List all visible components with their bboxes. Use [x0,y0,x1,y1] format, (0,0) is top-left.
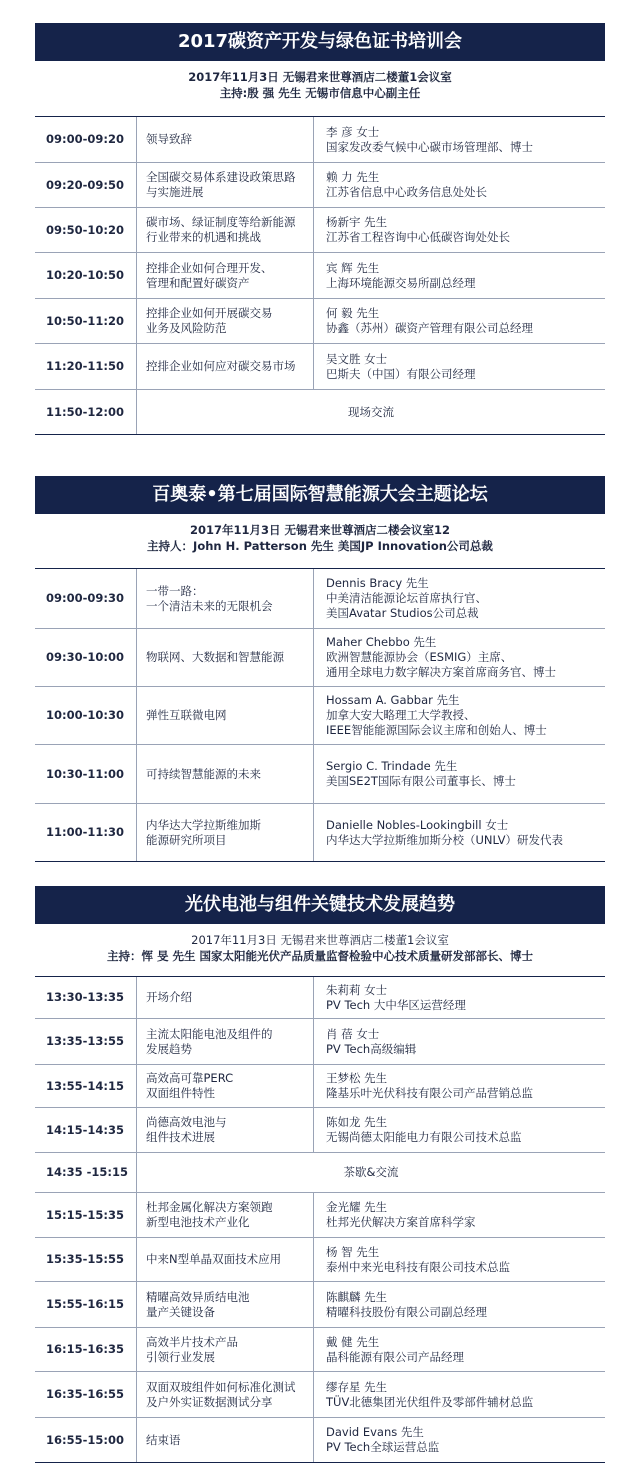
schedule-row [35,1328,605,1372]
text-line: 尚德高效电池与 [146,1115,227,1129]
text-line: 李 彦 女士 [326,124,380,139]
break-activity: 现场交流 [348,404,394,419]
text-line: 杨 智 先生 [326,1244,380,1259]
speaker-info [314,1019,605,1064]
text-line: 协鑫（苏州）碳资产管理有限公司总经理 [326,321,533,335]
speaker-info [314,1108,605,1152]
text-line: 泰州中来光电科技有限公司技术总监 [326,1259,510,1274]
time-slot: 14:15-14:35 [35,1108,137,1152]
schedule-row [35,804,605,861]
speaker-info [314,1418,605,1462]
text-line: 美国Avatar Studios公司总裁 [326,606,479,620]
schedule-row [35,253,605,299]
text-line: 欧洲智慧能源协会（ESMIG）主席、 [326,650,513,664]
section-title-banner: 2017碳资产开发与绿色证书培训会 [35,23,605,61]
speaker-info [314,1372,605,1417]
schedule-row [35,299,605,344]
text-line: 管理和配置好碳资产 [146,275,250,290]
text-line: 结束语 [146,1432,181,1447]
time-slot: 13:35-13:55 [35,1019,137,1064]
text-line: 晶科能源有限公司产品经理 [326,1349,464,1364]
text-line: Maher Chebbo 先生 [326,635,437,649]
schedule-table [35,976,605,1463]
talk-topic [137,208,314,252]
text-line: 戴 健 先生 [326,1334,380,1349]
schedule-row [35,745,605,804]
speaker-info [314,299,605,343]
text-line: 金光耀 先生 [326,1200,388,1214]
speaker-info [314,1282,605,1327]
speaker-info [314,569,605,628]
talk-topic [137,1193,314,1237]
text-line: 加拿大安大略理工大学教授、 [326,708,476,722]
speaker-info [314,344,605,389]
schedule-table [35,568,605,862]
text-line: 弹性互联微电网 [146,708,227,722]
time-slot: 15:35-15:55 [35,1238,137,1281]
session-date-venue: 2017年11月3日 无锡君来世尊酒店二楼会议室12 [189,523,451,537]
time-slot: 11:00-11:30 [35,804,137,861]
text-line: 江苏省信息中心政务信息处处长 [326,185,487,199]
session-host: 主持人：John H. Patterson 先生 美国JP Innovation公司总裁 [147,539,493,553]
section-title-banner: 光伏电池与组件关键技术发展趋势 [35,886,605,924]
text-line: 缪存星 先生 [326,1379,388,1394]
speaker-info [314,687,605,744]
schedule-row [35,1282,605,1328]
text-line: 肖 蓓 女士 [326,1026,380,1041]
text-line: 何 毅 先生 [326,306,380,320]
schedule-row [35,629,605,687]
text-line: 双面双玻组件如何标准化测试 [146,1379,296,1394]
text-line: 开场介绍 [146,990,192,1004]
schedule-row [35,1019,605,1065]
text-line: 引领行业发展 [146,1349,215,1364]
talk-topic [137,1282,314,1327]
text-line: Dennis Bracy 先生 [326,576,429,590]
text-line: 内华达大学拉斯维加斯 [146,817,261,832]
text-line: 可持续智慧能源的未来 [146,766,261,781]
text-line: 与实施进展 [146,185,204,199]
time-slot: 13:55-14:15 [35,1065,137,1107]
text-line: 江苏省工程咨询中心低碳咨询处处长 [326,230,510,244]
schedule-row [35,1153,605,1193]
text-line: Danielle Nobles-Lookingbill 女士 [326,817,509,832]
session-date-venue: 2017年11月3日 无锡君来世尊酒店二楼董1会议室 [191,933,449,947]
text-line: David Evans 先生 [326,1425,424,1439]
session-date-venue: 2017年11月3日 无锡君来世尊酒店二楼董1会议室 [188,70,452,84]
talk-topic [137,1108,314,1152]
talk-topic [137,687,314,744]
text-line: 王梦松 先生 [326,1071,388,1085]
text-line: 杜邦金属化解决方案领跑 [146,1200,273,1214]
text-line: 国家发改委气候中心碳市场管理部、博士 [326,139,533,154]
text-line: 朱莉莉 女士 [326,982,388,997]
text-line: 一带一路： [146,583,204,598]
text-line: 组件技术进展 [146,1130,215,1144]
talk-topic [137,977,314,1018]
schedule-row [35,1193,605,1238]
speaker-info [314,804,605,861]
text-line: 杨新宇 先生 [326,215,388,229]
talk-topic [137,629,314,686]
time-slot: 16:55-15:00 [35,1418,137,1462]
text-line: 内华达大学拉斯维加斯分校（UNLV）研发代表 [326,832,564,847]
text-line: 陈如龙 先生 [326,1115,388,1129]
text-line: 碳市场、绿证制度等给新能源 [146,215,296,229]
text-line: 领导致辞 [146,132,192,146]
time-slot: 14:35 -15:15 [35,1153,137,1192]
text-line: 中美清洁能源论坛首席执行官、 [326,591,487,605]
schedule-row [35,208,605,253]
text-line: 吴文胜 女士 [326,351,388,366]
time-slot: 10:00-10:30 [35,687,137,744]
talk-topic [137,1328,314,1371]
speaker-info [314,1328,605,1371]
text-line: 精曜科技股份有限公司副总经理 [326,1304,487,1319]
text-line: 双面组件特性 [146,1086,215,1100]
text-line: 美国SE2T国际有限公司董事长、博士 [326,774,516,788]
text-line: 杜邦光伏解决方案首席科学家 [326,1215,476,1229]
schedule-row [35,163,605,208]
time-slot: 11:50-12:00 [35,390,137,434]
schedule-row [35,687,605,745]
schedule-row [35,344,605,390]
text-line: 发展趋势 [146,1041,192,1056]
time-slot: 16:15-16:35 [35,1328,137,1371]
text-line: 能源研究所项目 [146,832,227,847]
schedule-row [35,1418,605,1462]
text-line: 通用全球电力数字解决方案首席商务官、博士 [326,665,556,679]
talk-topic [137,804,314,861]
text-line: 全国碳交易体系建设政策思路 [146,170,296,184]
schedule-row [35,117,605,163]
schedule-row [35,1372,605,1418]
speaker-info [314,629,605,686]
text-line: 无锡尚德太阳能电力有限公司技术总监 [326,1130,522,1144]
text-line: PV Tech全球运营总监 [326,1440,440,1454]
text-line: 上海环境能源交易所副总经理 [326,275,476,290]
talk-topic [137,344,314,389]
text-line: 陈麒麟 先生 [326,1289,388,1304]
session-host: 主持:殷 强 先生 无锡市信息中心副主任 [219,86,421,100]
talk-topic [137,569,314,628]
schedule-row [35,569,605,629]
time-slot: 09:00-09:20 [35,117,137,162]
text-line: 高效半片技术产品 [146,1334,238,1349]
time-slot: 15:15-15:35 [35,1193,137,1237]
section-title-banner: 百奥泰•第七届国际智慧能源大会主题论坛 [35,476,605,514]
time-slot: 13:30-13:35 [35,977,137,1018]
text-line: 行业带来的机遇和挑战 [146,230,261,244]
talk-topic [137,117,314,162]
text-line: 控排企业如何开展碳交易 [146,306,273,320]
schedule-row [35,390,605,434]
text-line: 新型电池技术产业化 [146,1215,250,1229]
text-line: 一个清洁未来的无限机会 [146,598,273,613]
text-line: PV Tech高级编辑 [326,1041,417,1056]
schedule-row [35,1108,605,1153]
speaker-info [314,208,605,252]
time-slot: 16:35-16:55 [35,1372,137,1417]
text-line: 控排企业如何应对碳交易市场 [146,359,296,373]
text-line: Sergio C. Trindade 先生 [326,759,458,773]
text-line: 业务及风险防范 [146,321,227,335]
break-activity: 茶歇&交流 [343,1165,399,1179]
text-line: TÜV北德集团光伏组件及零部件辅材总监 [326,1394,534,1409]
talk-topic [137,1019,314,1064]
time-slot: 09:00-09:30 [35,569,137,628]
talk-topic [137,163,314,207]
speaker-info [314,977,605,1018]
text-line: PV Tech 大中华区运营经理 [326,997,466,1012]
speaker-info [314,117,605,162]
text-line: 精曜高效异质结电池 [146,1289,250,1304]
text-line: 物联网、大数据和智慧能源 [146,650,284,664]
speaker-info [314,253,605,298]
time-slot: 10:50-11:20 [35,299,137,343]
time-slot: 09:30-10:00 [35,629,137,686]
schedule-table [35,116,605,435]
talk-topic [137,299,314,343]
time-slot: 09:50-10:20 [35,208,137,252]
time-slot: 10:20-10:50 [35,253,137,298]
speaker-info [314,163,605,207]
text-line: 宾 辉 先生 [326,260,380,275]
text-line: 主流太阳能电池及组件的 [146,1026,273,1041]
talk-topic [137,1238,314,1281]
speaker-info [314,745,605,803]
session-host: 主持：恽 旻 先生 国家太阳能光伏产品质量监督检验中心技术质量研发部部长、博士 [106,949,533,963]
talk-topic [137,745,314,803]
text-line: 及户外实证数据测试分享 [146,1394,273,1409]
speaker-info [314,1238,605,1281]
time-slot: 11:20-11:50 [35,344,137,389]
text-line: IEEE智能能源国际会议主席和创始人、博士 [326,723,547,737]
text-line: 高效高可靠PERC [146,1071,234,1085]
talk-topic [137,253,314,298]
talk-topic [137,1065,314,1107]
schedule-row [35,977,605,1019]
text-line: Hossam A. Gabbar 先生 [326,693,460,707]
time-slot: 15:55-16:15 [35,1282,137,1327]
time-slot: 10:30-11:00 [35,745,137,803]
talk-topic [137,1372,314,1417]
schedule-row [35,1238,605,1282]
text-line: 赖 力 先生 [326,170,380,184]
text-line: 隆基乐叶光伏科技有限公司产品营销总监 [326,1086,533,1100]
text-line: 巴斯夫（中国）有限公司经理 [326,366,476,381]
speaker-info [314,1193,605,1237]
text-line: 控排企业如何合理开发、 [146,260,273,275]
text-line: 中来N型单晶双面技术应用 [146,1252,282,1266]
speaker-info [314,1065,605,1107]
time-slot: 09:20-09:50 [35,163,137,207]
text-line: 量产关键设备 [146,1304,215,1319]
talk-topic [137,1418,314,1462]
schedule-row [35,1065,605,1108]
